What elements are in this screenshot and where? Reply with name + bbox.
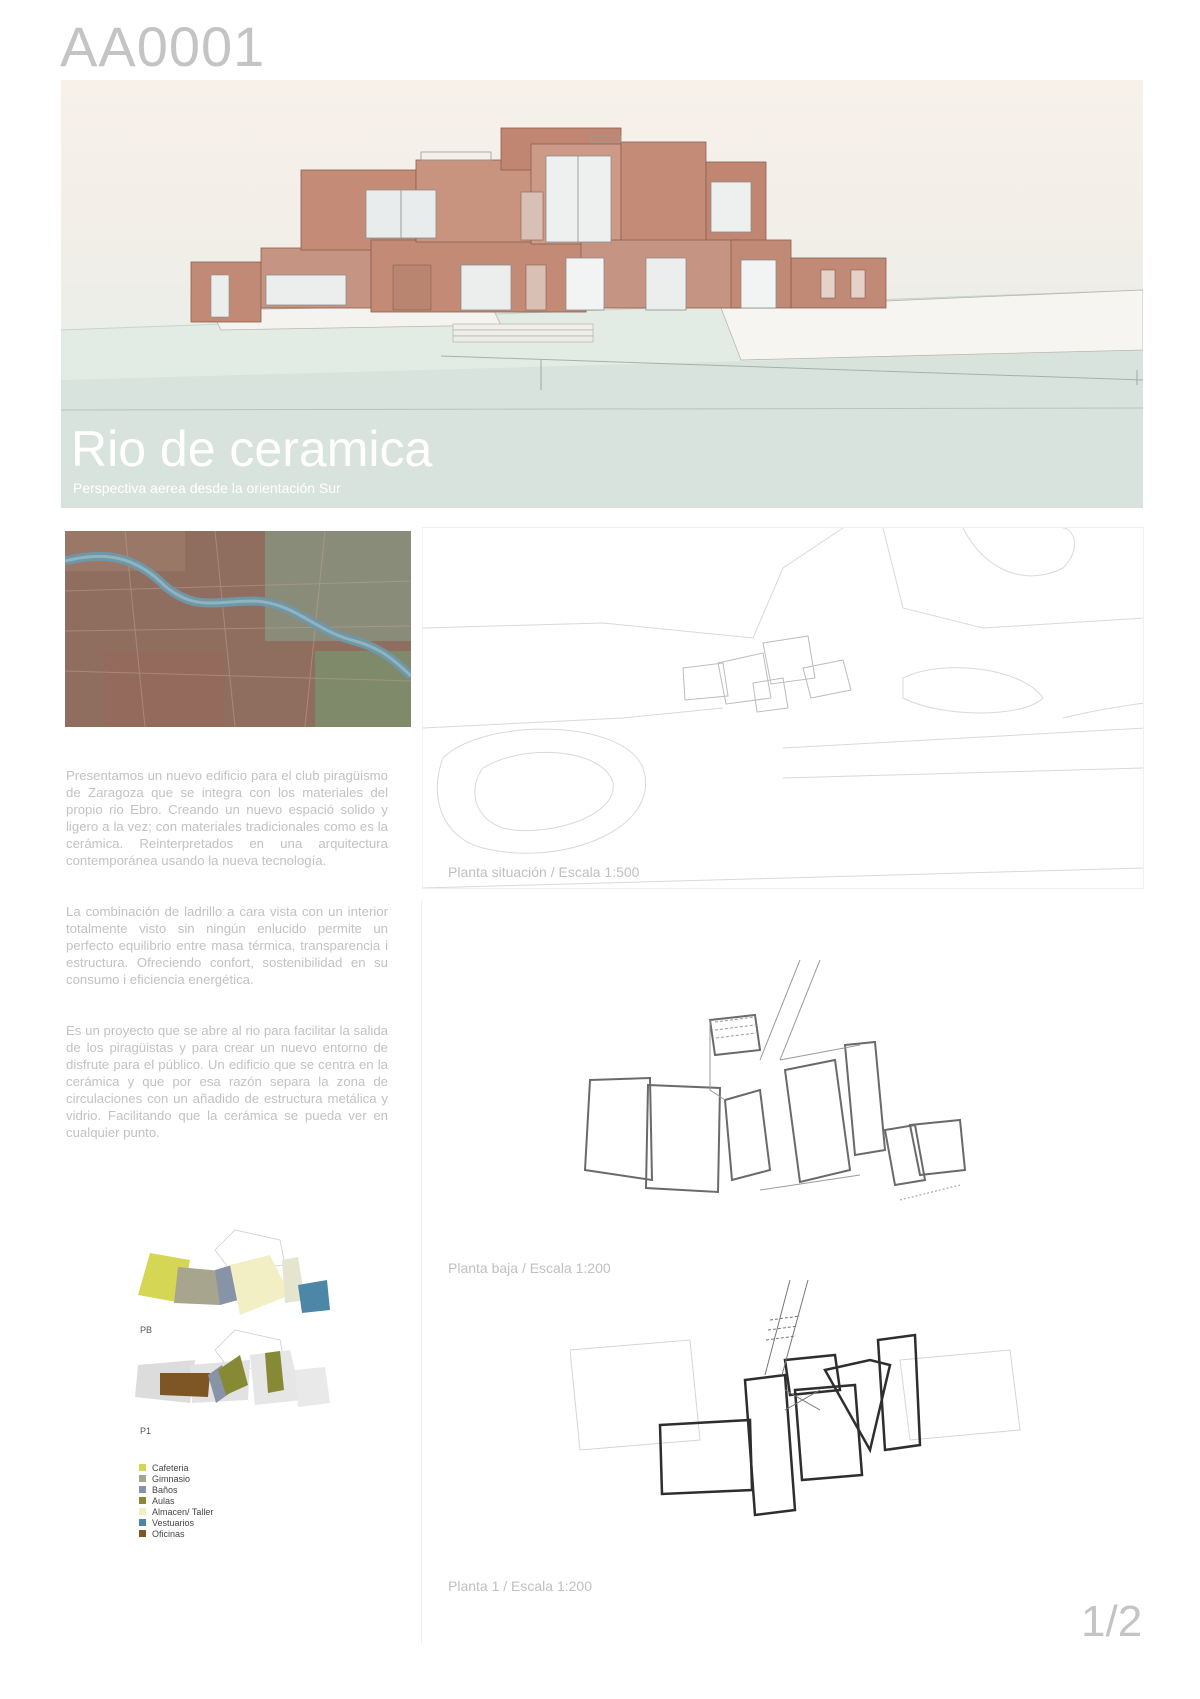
legend-swatch [139,1475,146,1482]
legend-item-banos [139,1484,213,1495]
legend-label: Vestuarios [152,1517,195,1528]
ground-floor-plan [560,960,1020,1220]
project-code: AA0001 [60,15,266,78]
legend-swatch [139,1530,146,1537]
legend-swatch [139,1486,146,1493]
aerial-city-illustration [65,531,411,727]
ground-floor-caption: Planta baja / Escala 1:200 [448,1260,611,1276]
legend-label: Baños [152,1484,178,1495]
description-paragraph-1: Presentamos un nuevo edificio para el club piragüismo de Zaragoza que se integra con los materiales del propio rio Ebro. Creando un nuevo espació solido y ligero a la vez; con materiales tradicionales como es la cerámica. Reinterpretados en una arquitectura contemporánea usando la nueva tecnología. [66,768,388,868]
legend-item-oficinas [139,1528,213,1539]
legend-label: Aulas [152,1495,175,1506]
description-paragraph-2: La combinación de ladrillo a cara vista con un interior totalmente visto sin ningún enlucido permite un perfecto equilibrio entre masa térmica, transparencia i estructura. Ofreciendo confort, sostenibilidad en su consumo i eficiencia energética. [66,904,388,987]
legend-swatch [139,1519,146,1526]
zoning-pb-label: PB [140,1325,153,1335]
legend-swatch [139,1508,146,1515]
hero-subtitle: Perspectiva aerea desde la orientación Sur [73,480,341,496]
legend-swatch [139,1497,146,1504]
legend-label: Almacen/ Taller [152,1506,214,1517]
legend-item-cafeteria [139,1462,213,1473]
legend-swatch [139,1464,146,1471]
legend-item-vestuarios [139,1517,213,1528]
legend-item-gimnasio [139,1473,213,1484]
description-paragraph-3: Es un proyecto que se abre al rio para facilitar la salida de los piragüistas y para crear un nuevo entorno de disfrute para el público. Un edificio que se centra en la cerámica y que por esa razón separa la zona de circulaciones con un añadido de estructura metálica y vidrio. Facilitando que la cerámica se pueda ver en cualquier punto. [66,1023,388,1140]
legend-label: Cafeteria [152,1462,189,1473]
column-divider [421,900,422,1645]
first-floor-plan [570,1280,1040,1530]
site-plan-drawing [422,527,1144,889]
zoning-p1 [135,1330,330,1407]
first-floor-caption: Planta 1 / Escala 1:200 [448,1578,592,1594]
hero-rendering [61,80,1143,508]
site-plan-linework [423,528,1144,889]
legend-item-aulas [139,1495,213,1506]
zoning-p1-label: P1 [140,1426,152,1436]
aerial-photo [65,531,411,727]
site-plan-caption: Planta situación / Escala 1:500 [448,864,640,880]
zoning-diagrams [130,1225,340,1425]
zoning-legend [139,1462,213,1539]
zoning-pb [138,1230,330,1315]
legend-label: Oficinas [152,1528,185,1539]
project-title: Rio de ceramica [71,421,433,477]
legend-label: Gimnasio [152,1473,191,1484]
page-number: 1/2 [1081,1597,1143,1646]
legend-item-almacen [139,1506,213,1517]
